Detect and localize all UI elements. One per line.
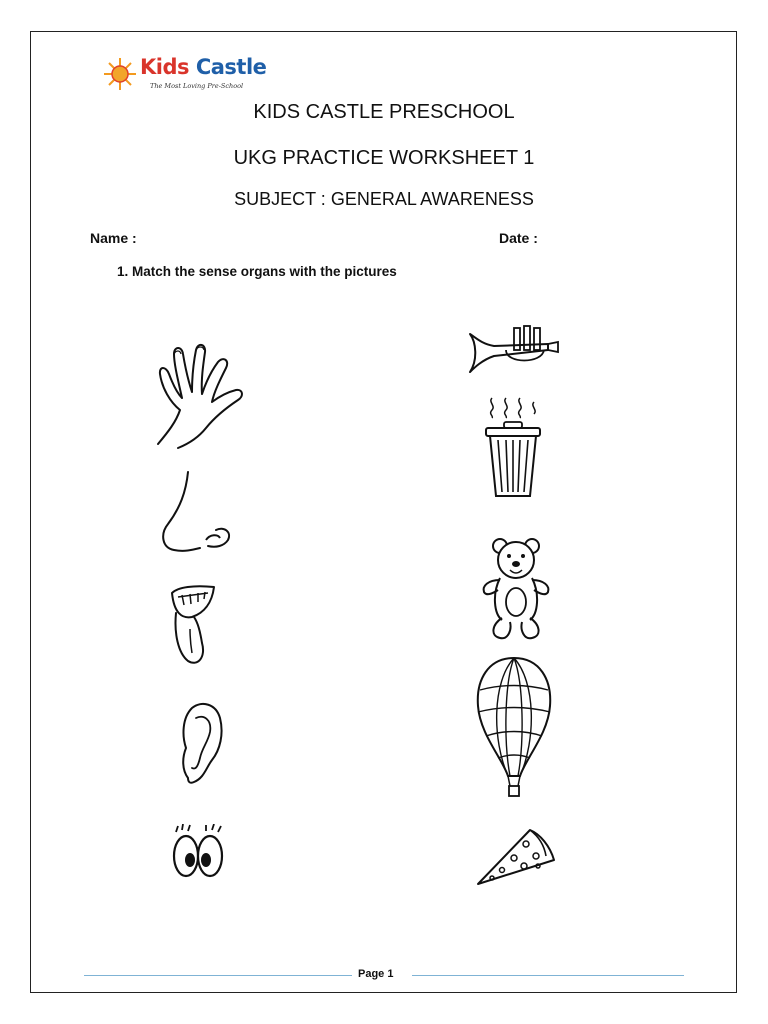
logo-wordmark: Kids Castle <box>140 55 267 79</box>
date-label: Date : <box>499 230 538 246</box>
name-label: Name : <box>90 230 137 246</box>
ear-icon <box>178 698 226 788</box>
footer-rule-left <box>84 975 352 976</box>
smelly-trash-can-icon <box>480 396 546 500</box>
trumpet-icon <box>466 320 562 380</box>
teddy-bear-icon <box>480 534 552 642</box>
nose-icon <box>158 468 238 558</box>
pizza-slice-icon <box>474 826 558 890</box>
subject-title: SUBJECT : GENERAL AWARENESS <box>234 189 534 209</box>
tongue-icon <box>164 583 224 671</box>
question-text: 1. Match the sense organs with the pictures <box>117 264 397 279</box>
logo-tagline: The Most Loving Pre-School <box>150 82 244 90</box>
hand-icon <box>148 340 248 452</box>
eyes-icon <box>166 824 230 884</box>
worksheet-title: UKG PRACTICE WORKSHEET 1 <box>233 147 535 169</box>
page-border <box>30 31 737 993</box>
footer-rule-right <box>412 975 684 976</box>
hot-air-balloon-icon <box>474 654 554 802</box>
school-title: KIDS CASTLE PRESCHOOL <box>253 101 515 123</box>
page-number: Page 1 <box>358 968 394 980</box>
